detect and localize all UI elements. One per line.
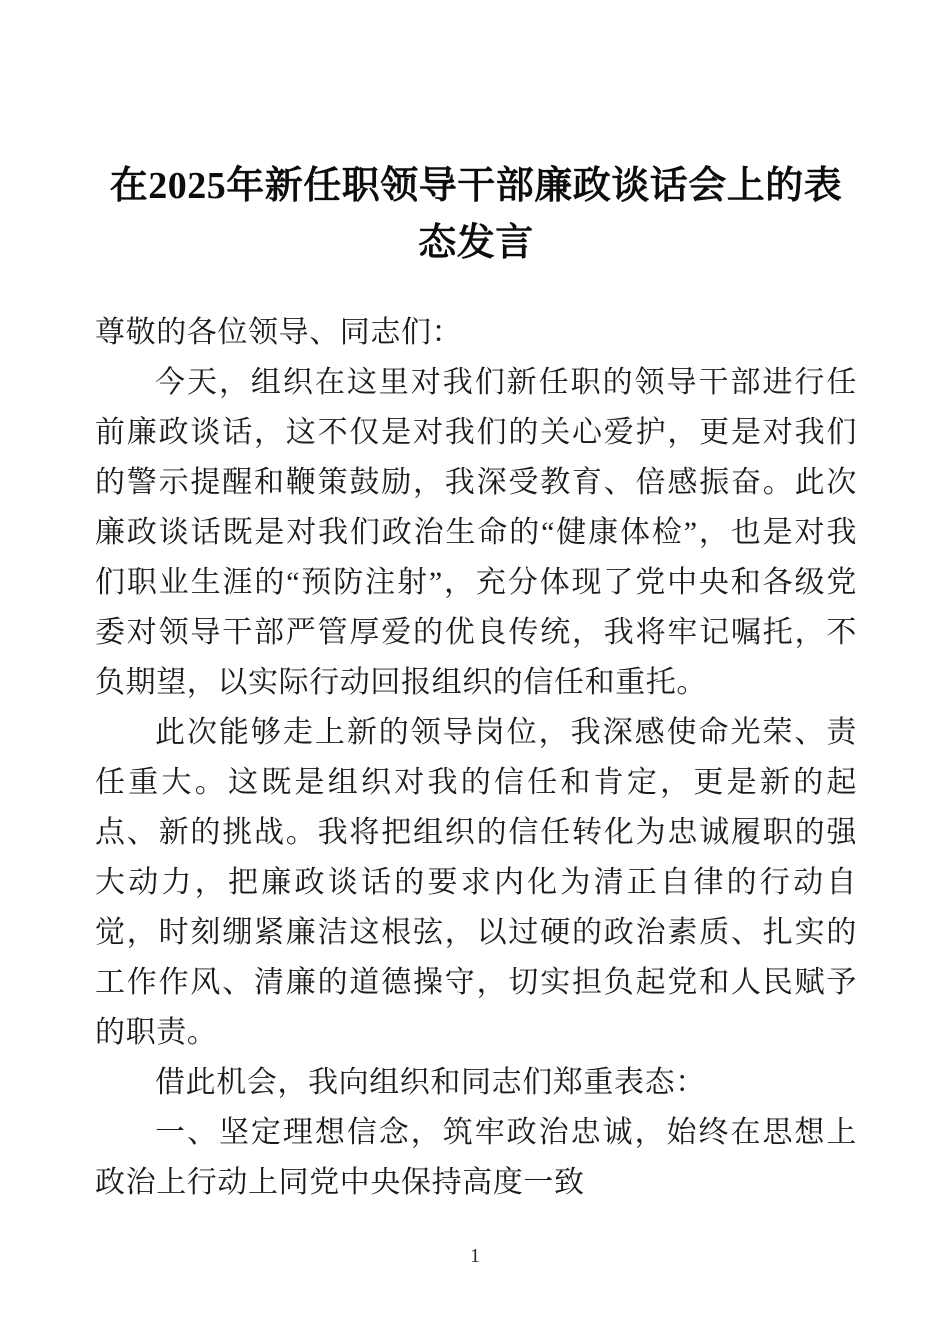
body-paragraph: 借此机会，我向组织和同志们郑重表态： xyxy=(155,1066,706,1099)
section-heading-one: 一、坚定理想信念，筑牢政治忠诚，始终在思想上政治上行动上同党中央保持高度一致 xyxy=(95,1116,857,1199)
page-number: 1 xyxy=(470,1245,480,1267)
document-body xyxy=(95,272,857,1208)
body-paragraph: 此次能够走上新的领导岗位，我深感使命光荣、责任重大。这既是组织对我的信任和肯定，更是新的起点、新的挑战。我将把组织的信任转化为忠诚履职的强大动力，把廉政谈话的要求内化为清正自律的行动自觉，时刻绷紧廉洁这根弦，以过硬的政治素质、扎实的工作作风、清廉的道德操守，切实担负起党和人民赋予的职责。 xyxy=(95,716,857,1049)
document-content xyxy=(95,0,857,1208)
document-title-line-2: 发言 xyxy=(456,222,534,264)
document-title-line-1: 在2025年新任职领导干部廉政谈话会上的表态 xyxy=(109,165,843,264)
body-paragraph: 今天，组织在这里对我们新任职的领导干部进行任前廉政谈话，这不仅是对我们的关心爱护，更是对我们的警示提醒和鞭策鼓励，我深受教育、倍感振奋。此次廉政谈话既是对我们政治生命的“健康体检”，也是对我们职业生涯的“预防注射”，充分体现了党中央和各级党委对领导干部严管厚爱的优良传统，我将牢记嘱托，不负期望，以实际行动回报组织的信任和重托。 xyxy=(95,366,857,699)
page-title xyxy=(95,0,857,272)
salutation-line: 尊敬的各位领导、同志们： xyxy=(95,316,463,349)
